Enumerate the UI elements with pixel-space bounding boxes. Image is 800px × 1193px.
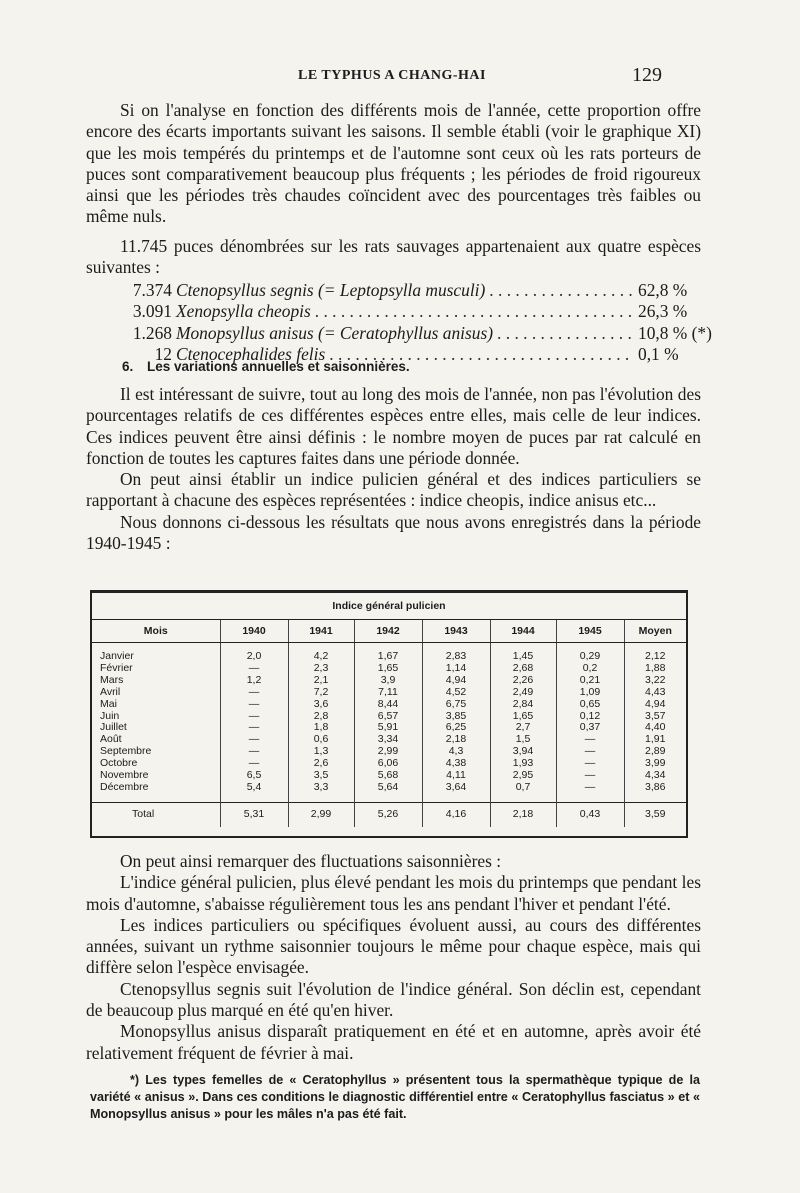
- species-percent: 0,1 %: [638, 343, 679, 364]
- value-cell: 1,45: [490, 643, 556, 663]
- species-row: [118, 280, 718, 301]
- value-cell: 1,2: [220, 675, 288, 687]
- species-row: [118, 323, 718, 344]
- month-cell: Octobre: [100, 757, 138, 770]
- table-header-row: [92, 620, 686, 643]
- species-count: 12: [154, 343, 172, 364]
- value-cell: 4,3: [422, 746, 490, 758]
- value-cell: —: [220, 734, 288, 746]
- section-number: 6.: [122, 359, 134, 374]
- species-list: [118, 280, 718, 365]
- value-cell: 1,65: [490, 711, 556, 723]
- value-cell: 8,44: [354, 699, 422, 711]
- value-cell: —: [556, 782, 624, 802]
- paragraph: Monopsyllus anisus disparaît pratiquement en été et en automne, après avoir été relativement fréquent de février à mai.: [86, 1021, 701, 1063]
- column-header: Moyen: [624, 620, 686, 643]
- table-title: Indice général pulicien: [92, 593, 686, 620]
- column-header: 1945: [556, 620, 624, 643]
- month-cell: Juillet: [100, 721, 127, 734]
- total-cell: 4,16: [422, 802, 490, 827]
- month-cell: Août: [100, 733, 122, 746]
- total-cell: 3,59: [624, 802, 686, 827]
- species-count: 7.374: [132, 280, 172, 300]
- value-cell: 5,68: [354, 770, 422, 782]
- indices-table: [90, 590, 688, 838]
- species-count: 3.091: [132, 301, 172, 322]
- value-cell: 0,37: [556, 722, 624, 734]
- species-percent: 62,8 %: [638, 280, 688, 300]
- value-cell: 4,94: [422, 675, 490, 687]
- species-percent: 10,8 % (*): [638, 322, 712, 343]
- month-cell: Mars: [100, 673, 124, 686]
- value-cell: 6,5: [220, 770, 288, 782]
- value-cell: 2,83: [422, 643, 490, 663]
- footnote: [90, 1072, 700, 1123]
- value-cell: 7,2: [288, 687, 354, 699]
- column-header: 1944: [490, 620, 556, 643]
- column-header: 1940: [220, 620, 288, 643]
- value-cell: 2,7: [490, 722, 556, 734]
- value-cell: 1,91: [624, 734, 686, 746]
- species-name: Ctenocephalides felis: [176, 343, 326, 364]
- value-cell: 1,93: [490, 758, 556, 770]
- total-cell: 2,18: [490, 802, 556, 827]
- page-header: [0, 64, 800, 92]
- month-cell: Mai: [100, 697, 117, 710]
- value-cell: 2,99: [354, 746, 422, 758]
- species-name: Xenopsylla cheopis: [176, 301, 311, 322]
- species-count: 1.268: [132, 322, 172, 343]
- value-cell: 2,26: [490, 675, 556, 687]
- value-cell: 0,2: [556, 663, 624, 675]
- intro-paragraph: [86, 100, 701, 228]
- paragraph: Nous donnons ci-dessous les résultats que nous avons enregistrés dans la période 1940-1945 :: [86, 511, 701, 554]
- value-cell: 3,6: [288, 699, 354, 711]
- value-cell: 1,65: [354, 663, 422, 675]
- value-cell: —: [220, 711, 288, 723]
- table-row: [92, 782, 686, 802]
- value-cell: 3,64: [422, 782, 490, 802]
- paragraph-seasons: Si on l'analyse en fonction des différents mois de l'année, cette proportion offre encore des écarts importants suivant les saisons. Il semble établi (voir le graphique XI) que les mois tempérés du printemps et de l'automne sont ceux où les rats porteurs de puces sont comparativement beaucoup plus fréquents ; les périodes de froid rigoureux ainsi que les périodes très chaudes coïncident avec des pourcentages très faibles ou même nuls.: [86, 100, 701, 227]
- value-cell: 4,38: [422, 758, 490, 770]
- value-cell: 0,6: [288, 734, 354, 746]
- indices-grid: [92, 620, 686, 827]
- value-cell: —: [220, 663, 288, 675]
- value-cell: 6,25: [422, 722, 490, 734]
- footnote-text: *) Les types femelles de « Ceratophyllus » présentent tous la spermathèque typique de la variété « anisus ». Dans ces conditions le diagnostic différentiel entre « Ceratophyllus fasciatus » et « Monopsyllus anisus » pour les mâles n'a pas été fait.: [90, 1073, 700, 1121]
- month-cell: Décembre: [100, 780, 149, 793]
- table-row: [92, 675, 686, 687]
- value-cell: —: [556, 758, 624, 770]
- table-row: [92, 699, 686, 711]
- total-cell: 2,99: [288, 802, 354, 827]
- table-total-row: [92, 802, 686, 827]
- value-cell: 2,6: [288, 758, 354, 770]
- value-cell: 3,5: [288, 770, 354, 782]
- body-before-table: [86, 384, 701, 554]
- column-header: Mois: [92, 620, 220, 643]
- value-cell: 2,1: [288, 675, 354, 687]
- species-percent: 26,3 %: [638, 301, 688, 322]
- value-cell: 0,7: [490, 782, 556, 802]
- value-cell: 1,09: [556, 687, 624, 699]
- paragraph-species-count: 11.745 puces dénombrées sur les rats sauvages appartenaient aux quatre espèces suivantes :: [86, 236, 701, 278]
- paragraph: On peut ainsi remarquer des fluctuations saisonnières :: [120, 851, 502, 871]
- value-cell: 1,8: [288, 722, 354, 734]
- value-cell: 4,40: [624, 722, 686, 734]
- value-cell: 1,3: [288, 746, 354, 758]
- value-cell: 0,12: [556, 711, 624, 723]
- value-cell: 2,89: [624, 746, 686, 758]
- value-cell: 4,34: [624, 770, 686, 782]
- value-cell: 0,65: [556, 699, 624, 711]
- value-cell: 6,75: [422, 699, 490, 711]
- table-row: [92, 687, 686, 699]
- species-name: Monopsyllus anisus (= Ceratophyllus anisus): [176, 322, 494, 343]
- value-cell: 2,84: [490, 699, 556, 711]
- value-cell: 5,91: [354, 722, 422, 734]
- value-cell: 2,12: [624, 643, 686, 663]
- table-row: [92, 643, 686, 663]
- value-cell: 3,85: [422, 711, 490, 723]
- value-cell: —: [220, 699, 288, 711]
- value-cell: 5,4: [220, 782, 288, 802]
- month-cell: Novembre: [100, 769, 149, 782]
- value-cell: 7,11: [354, 687, 422, 699]
- paragraph: Les indices particuliers ou spécifiques évoluent aussi, au cours des différentes années, suivant un rythme saisonnier toujours le même pour chaque espèce, mais qui diffère selon l'espèce envisagée.: [86, 914, 701, 978]
- paragraph: Ctenopsyllus segnis suit l'évolution de l'indice général. Son déclin est, cependant de beaucoup plus marqué en été qu'en hiver.: [86, 978, 701, 1021]
- value-cell: —: [220, 746, 288, 758]
- paragraph: On peut ainsi établir un indice pulicien général et des indices particuliers se rapportant à chacune des espèces représentées : indice cheopis, indice anisus etc...: [86, 469, 701, 511]
- value-cell: 6,06: [354, 758, 422, 770]
- value-cell: 3,22: [624, 675, 686, 687]
- value-cell: 2,8: [288, 711, 354, 723]
- value-cell: 2,3: [288, 663, 354, 675]
- column-header: 1943: [422, 620, 490, 643]
- value-cell: 2,68: [490, 663, 556, 675]
- leader-dots: [497, 323, 634, 344]
- month-cell: Septembre: [100, 745, 152, 758]
- value-cell: 2,49: [490, 687, 556, 699]
- species-intro: [86, 236, 701, 279]
- value-cell: 1,5: [490, 734, 556, 746]
- value-cell: 4,94: [624, 699, 686, 711]
- total-cell: 5,31: [220, 802, 288, 827]
- value-cell: 3,3: [288, 782, 354, 802]
- value-cell: —: [220, 722, 288, 734]
- column-header: 1941: [288, 620, 354, 643]
- value-cell: 1,14: [422, 663, 490, 675]
- month-cell: Février: [100, 661, 133, 674]
- species-row: [118, 301, 718, 322]
- value-cell: 6,57: [354, 711, 422, 723]
- value-cell: 4,11: [422, 770, 490, 782]
- value-cell: 2,18: [422, 734, 490, 746]
- total-cell: 5,26: [354, 802, 422, 827]
- leader-dots: [315, 301, 634, 322]
- value-cell: 3,34: [354, 734, 422, 746]
- value-cell: 4,52: [422, 687, 490, 699]
- total-label: Total: [92, 802, 220, 827]
- value-cell: —: [220, 687, 288, 699]
- value-cell: 2,95: [490, 770, 556, 782]
- value-cell: 3,86: [624, 782, 686, 802]
- value-cell: 2,0: [220, 643, 288, 663]
- paragraph: Il est intéressant de suivre, tout au long des mois de l'année, non pas l'évolution des pourcentages relatifs de ces différentes espèces entre elles, mais celle de leur indices. Ces indices peuvent être ainsi définis : le nombre moyen de puces par rat calculé en fonction de toutes les captures faites dans une période donnée.: [86, 384, 701, 468]
- value-cell: —: [556, 734, 624, 746]
- column-header: 1942: [354, 620, 422, 643]
- value-cell: 5,64: [354, 782, 422, 802]
- month-cell: Juin: [100, 709, 120, 722]
- month-cell: Avril: [100, 685, 121, 698]
- running-title: LE TYPHUS A CHANG-HAI: [298, 68, 486, 83]
- value-cell: 1,88: [624, 663, 686, 675]
- value-cell: 4,43: [624, 687, 686, 699]
- body-after-table: [86, 851, 701, 1064]
- section-heading: [122, 359, 410, 374]
- value-cell: 3,9: [354, 675, 422, 687]
- total-cell: 0,43: [556, 802, 624, 827]
- section-title: Les variations annuelles et saisonnières.: [147, 359, 410, 374]
- value-cell: —: [220, 758, 288, 770]
- value-cell: 0,29: [556, 643, 624, 663]
- value-cell: 3,57: [624, 711, 686, 723]
- value-cell: 1,67: [354, 643, 422, 663]
- value-cell: —: [556, 770, 624, 782]
- species-name: Ctenopsyllus segnis (= Leptopsylla musculi): [176, 280, 486, 300]
- value-cell: 3,94: [490, 746, 556, 758]
- page-number: 129: [632, 64, 662, 86]
- value-cell: —: [556, 746, 624, 758]
- paragraph: L'indice général pulicien, plus élevé pendant les mois du printemps que pendant les mois d'automne, s'abaisse régulièrement tous les ans pendant l'hiver et pendant l'été.: [86, 872, 701, 914]
- table-body: [92, 643, 686, 803]
- value-cell: 3,99: [624, 758, 686, 770]
- value-cell: 0,21: [556, 675, 624, 687]
- leader-dots: [489, 280, 634, 301]
- value-cell: 4,2: [288, 643, 354, 663]
- month-cell: Janvier: [100, 650, 134, 662]
